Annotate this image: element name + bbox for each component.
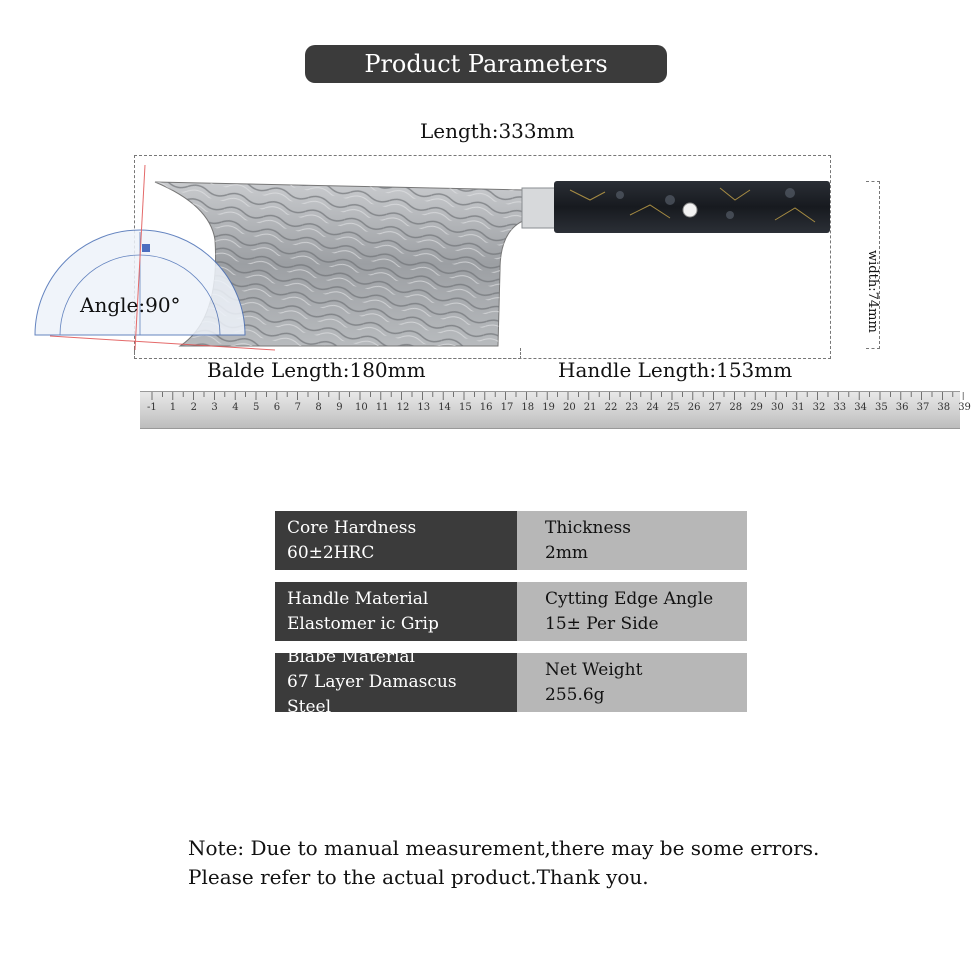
spec-cell-thickness [517,511,747,570]
ruler-number: 37 [916,402,930,413]
spec-value: 67 Layer Damascus Steel [287,672,457,717]
ruler [140,391,971,429]
spec-row-blade-material [275,647,747,717]
spec-label: Core Hardness [287,517,417,538]
ruler-number: 1 [169,402,177,413]
ruler-number: 39 [958,402,971,413]
ruler-number: 7 [294,402,301,413]
ruler-number: 14 [438,402,451,413]
ruler-number: 23 [625,402,639,413]
ruler-number: 25 [667,402,680,413]
spec-cell-handle-material [275,582,517,641]
ruler-number: 3 [211,402,218,413]
spec-value: 15± Per Side [545,613,659,634]
spec-label: Thickness [545,517,632,538]
ruler-number: 19 [542,402,555,413]
note-line-2: Please refer to the actual product.Thank you. [188,865,649,889]
spec-row-hardness [275,511,747,570]
handle-rivet [683,203,697,217]
ruler-number: 38 [937,402,951,413]
ruler-number: 22 [604,402,618,413]
ruler-number: 27 [708,402,722,413]
ruler-number: 9 [336,402,343,413]
spec-cell-net-weight [517,653,747,712]
ruler-number: 16 [479,402,493,413]
ruler-number: 15 [459,402,472,413]
spec-label: Cytting Edge Angle [545,588,714,609]
ruler-number: 21 [583,402,597,413]
ruler-number: 6 [273,402,281,413]
spec-row-handle-material [275,582,747,641]
ruler-number: 5 [253,402,260,413]
ruler-number: 18 [521,402,535,413]
angle-label: Angle:90° [80,293,181,317]
spec-cell-edge-angle [517,582,747,641]
spec-value: 255.6g [545,684,605,705]
ruler-number: 35 [875,402,888,413]
spec-value: 2mm [545,542,589,563]
ruler-number: 11 [375,402,389,413]
knife-illustration [30,160,850,360]
ruler-number: 10 [355,402,368,413]
ruler-number: 24 [646,402,659,413]
length-label: Length:333mm [420,119,575,143]
ruler-number: 8 [315,402,322,413]
spec-value: 60±2HRC [287,542,375,563]
bolster [522,188,556,228]
ruler-number: 34 [854,402,867,413]
spec-cell-core-hardness [275,511,517,570]
spec-label: Blabe Material [287,647,415,667]
ruler-number: 4 [232,402,239,413]
ruler-number: 31 [791,402,805,413]
ruler-number: 13 [417,402,431,413]
spec-label: Handle Material [287,588,429,609]
ruler-number: 2 [190,402,197,413]
note-line-1: Note: Due to manual measurement,there may be some errors. [188,836,820,860]
ruler-number: 32 [812,402,826,413]
ruler-number: -1 [147,402,157,413]
ruler-number: 20 [563,402,576,413]
ruler-number: 26 [687,402,701,413]
ruler-number: 33 [833,402,847,413]
spec-cell-blade-material [275,647,517,717]
ruler-number: 28 [729,402,743,413]
ruler-number: 30 [771,402,784,413]
ruler-number: 29 [750,402,763,413]
blade-length-label: Balde Length:180mm [207,358,426,382]
ruler-numbers [140,402,971,416]
page-title: Product Parameters [305,45,667,83]
spec-label: Net Weight [545,659,643,680]
ruler-number: 17 [500,402,514,413]
width-label: width:74mm [865,250,880,333]
ruler-number: 36 [895,402,909,413]
measurement-note [188,834,819,892]
ruler-number: 12 [396,402,410,413]
spec-value: Elastomer ic Grip [287,613,439,634]
handle-length-label: Handle Length:153mm [558,358,793,382]
